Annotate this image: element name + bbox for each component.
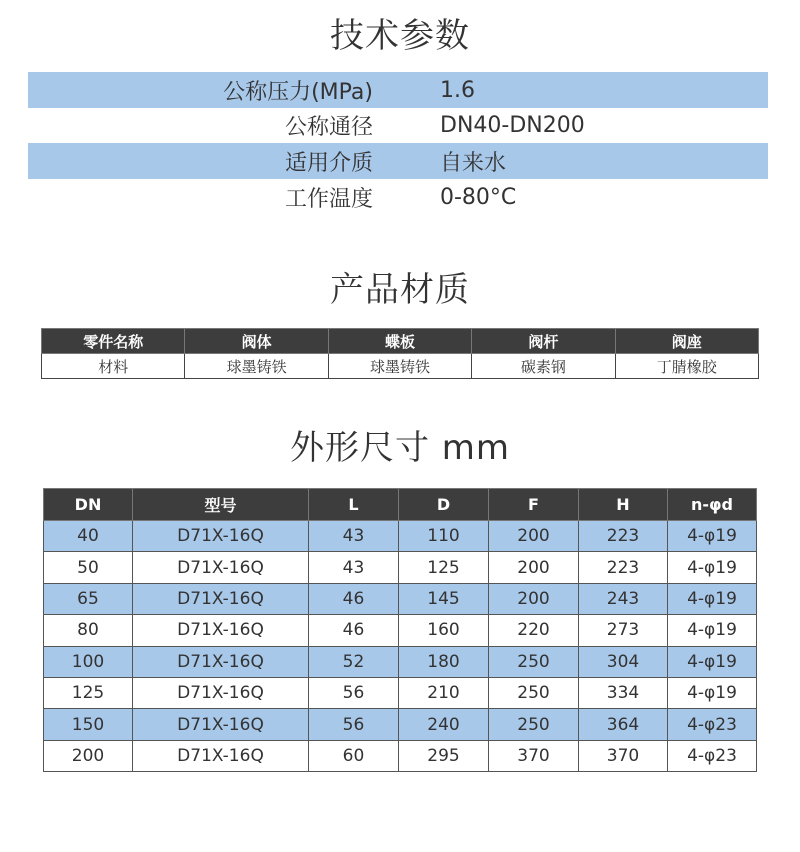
- table-cell: 180: [399, 646, 489, 677]
- table-cell: D71X-16Q: [133, 709, 309, 740]
- material-header-cell: 蝶板: [328, 329, 471, 354]
- table-cell: 60: [309, 740, 399, 771]
- table-cell: D71X-16Q: [133, 521, 309, 552]
- table-cell: 200: [44, 740, 133, 771]
- dimensions-table: [43, 488, 757, 772]
- table-cell: 4-φ19: [668, 583, 757, 614]
- table-cell: 334: [579, 677, 668, 708]
- table-cell: 250: [489, 709, 579, 740]
- spec-label: 适用介质: [284, 150, 373, 176]
- dim-header-f: F: [489, 489, 579, 521]
- table-cell: 240: [399, 709, 489, 740]
- table-cell: 250: [489, 677, 579, 708]
- table-cell: 52: [309, 646, 399, 677]
- table-cell: 150: [44, 709, 133, 740]
- table-cell: 145: [399, 583, 489, 614]
- table-cell: 50: [44, 552, 133, 583]
- table-cell: 46: [309, 615, 399, 646]
- table-cell: 273: [579, 615, 668, 646]
- dim-header-l: L: [309, 489, 399, 521]
- table-cell: 4-φ19: [668, 521, 757, 552]
- table-cell: 200: [489, 583, 579, 614]
- table-cell: 4-φ19: [668, 677, 757, 708]
- table-cell: 200: [489, 521, 579, 552]
- table-cell: D71X-16Q: [133, 583, 309, 614]
- table-cell: 295: [399, 740, 489, 771]
- table-cell: D71X-16Q: [133, 740, 309, 771]
- dimensions-body: [44, 521, 757, 772]
- spec-row-temperature: [28, 179, 768, 215]
- table-cell: 4-φ19: [668, 615, 757, 646]
- dim-header-holes: n-φd: [668, 489, 757, 521]
- table-cell: D71X-16Q: [133, 615, 309, 646]
- table-row: [44, 615, 757, 646]
- table-cell: 364: [579, 709, 668, 740]
- table-cell: 370: [579, 740, 668, 771]
- table-cell: D71X-16Q: [133, 677, 309, 708]
- table-cell: 370: [489, 740, 579, 771]
- table-row: [44, 646, 757, 677]
- table-cell: 56: [309, 677, 399, 708]
- spec-label: 公称通径: [284, 114, 373, 140]
- material-title: 产品材质: [330, 270, 470, 310]
- table-cell: 210: [399, 677, 489, 708]
- table-cell: 125: [44, 677, 133, 708]
- spec-value: 1.6: [440, 77, 475, 103]
- table-cell: 65: [44, 583, 133, 614]
- spec-value: 0-80°C: [440, 184, 517, 210]
- spec-value: DN40-DN200: [440, 112, 585, 138]
- table-cell: 4-φ23: [668, 740, 757, 771]
- dim-header-d: D: [399, 489, 489, 521]
- table-cell: 43: [309, 552, 399, 583]
- table-cell: 200: [489, 552, 579, 583]
- dim-header-dn: DN: [44, 489, 133, 521]
- spec-row-pressure: [28, 72, 768, 108]
- table-cell: 40: [44, 521, 133, 552]
- table-cell: 220: [489, 615, 579, 646]
- material-header-cell: 阀体: [185, 329, 328, 354]
- tech-params-title: 技术参数: [330, 16, 470, 56]
- table-row: [44, 552, 757, 583]
- material-header-cell: 阀杆: [472, 329, 615, 354]
- table-cell: 46: [309, 583, 399, 614]
- table-cell: 304: [579, 646, 668, 677]
- table-cell: 80: [44, 615, 133, 646]
- table-cell: 4-φ23: [668, 709, 757, 740]
- material-cell: 球墨铸铁: [185, 354, 328, 379]
- dim-header-h: H: [579, 489, 668, 521]
- table-cell: 56: [309, 709, 399, 740]
- table-row: [44, 677, 757, 708]
- table-cell: 4-φ19: [668, 646, 757, 677]
- table-cell: D71X-16Q: [133, 552, 309, 583]
- table-row: [44, 740, 757, 771]
- table-cell: 243: [579, 583, 668, 614]
- material-header-cell: 阀座: [615, 329, 758, 354]
- dimensions-header-row: [44, 489, 757, 521]
- material-cell: 球墨铸铁: [328, 354, 471, 379]
- material-cell: 材料: [42, 354, 185, 379]
- spec-row-medium: [28, 143, 768, 179]
- spec-label: 公称压力(MPa): [223, 79, 373, 105]
- material-row: [42, 354, 759, 379]
- table-cell: 100: [44, 646, 133, 677]
- table-cell: 223: [579, 552, 668, 583]
- material-header-cell: 零件名称: [42, 329, 185, 354]
- spec-row-diameter: [28, 107, 768, 143]
- table-row: [44, 521, 757, 552]
- dimensions-title: 外形尺寸 mm: [289, 428, 511, 468]
- material-cell: 碳素钢: [472, 354, 615, 379]
- spec-value: 自来水: [440, 150, 507, 176]
- material-table: [41, 328, 759, 379]
- table-row: [44, 583, 757, 614]
- material-header-row: [42, 329, 759, 354]
- table-cell: 110: [399, 521, 489, 552]
- table-cell: D71X-16Q: [133, 646, 309, 677]
- table-cell: 160: [399, 615, 489, 646]
- material-cell: 丁腈橡胶: [615, 354, 758, 379]
- table-cell: 223: [579, 521, 668, 552]
- spec-label: 工作温度: [284, 186, 373, 212]
- dim-header-model: 型号: [133, 489, 309, 521]
- table-cell: 43: [309, 521, 399, 552]
- table-row: [44, 709, 757, 740]
- table-cell: 4-φ19: [668, 552, 757, 583]
- table-cell: 125: [399, 552, 489, 583]
- table-cell: 250: [489, 646, 579, 677]
